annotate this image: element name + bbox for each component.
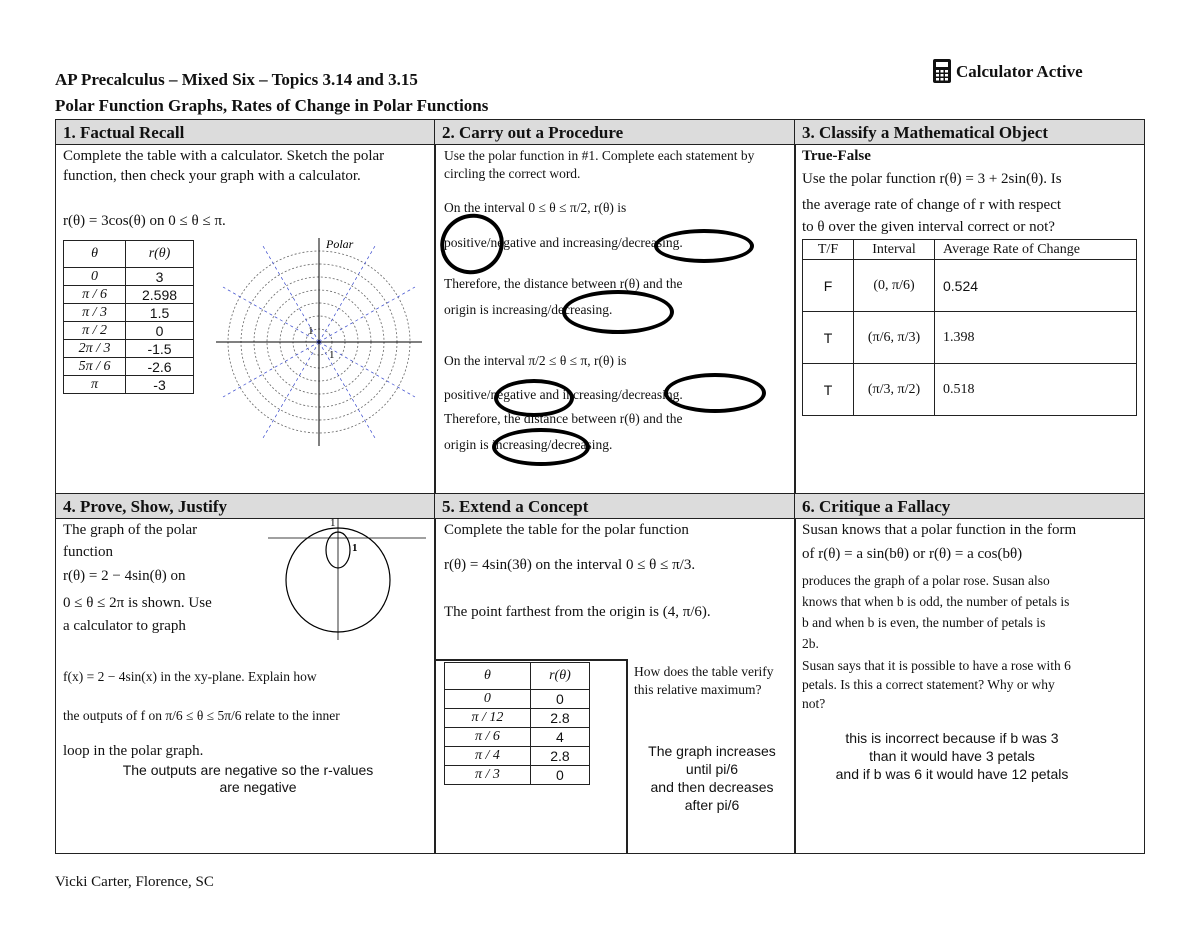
s2-line: positive/negative and increasing/decreasing.: [444, 235, 683, 250]
s6-answer: than it would have 3 petals: [869, 748, 1035, 764]
s2-line: On the interval π/2 ≤ θ ≤ π, r(θ) is: [444, 353, 627, 368]
s4-answer: are negative: [219, 779, 297, 795]
table-cell: 2.8: [530, 747, 589, 766]
s6-text: not?: [802, 696, 826, 711]
s3-question: to θ over the given interval correct or not?: [802, 219, 1055, 235]
table-cell: 0.524: [935, 260, 1137, 312]
tick-label: 1: [330, 517, 336, 529]
table-header: θ: [445, 663, 531, 690]
table-cell: π / 4: [445, 747, 531, 766]
s6-text: Susan says that it is possible to have a rose with 6: [802, 658, 1071, 673]
answer-circle: [654, 229, 754, 263]
divider: [434, 659, 626, 661]
table-cell: 0: [530, 690, 589, 709]
table-cell: 0.518: [935, 364, 1137, 416]
s5-answer: and then decreases: [650, 779, 774, 795]
s5-table: [444, 662, 590, 785]
table-cell: 2.598: [126, 286, 194, 304]
divider: [626, 659, 628, 854]
s2-line: Therefore, the distance between r(θ) and the: [444, 276, 683, 291]
s4-answer: The outputs are negative so the r-values: [122, 762, 374, 778]
s3-question: Use the polar function r(θ) = 3 + 2sin(θ). Is: [802, 171, 1062, 187]
s5-question: How does the table verify this relative maximum?: [634, 664, 774, 697]
table-cell: 2.8: [530, 709, 589, 728]
tick-label: 1: [329, 349, 335, 361]
page-subtitle: Polar Function Graphs, Rates of Change in Polar Functions: [55, 96, 489, 115]
table-cell: π / 6: [64, 286, 126, 304]
table-cell: (π/6, π/3): [854, 312, 935, 364]
s4-text: r(θ) = 2 − 4sin(θ) on: [63, 568, 186, 584]
table-cell: 2π / 3: [64, 340, 126, 358]
polar-label: Polar: [326, 237, 354, 251]
polar-grid-graph: [208, 234, 430, 456]
s3-table: [802, 239, 1137, 416]
s2-line: positive/negative and increasing/decreasing.: [444, 387, 683, 402]
s4-text: function: [63, 544, 113, 560]
s6-text: petals. Is this a correct statement? Why or why: [802, 677, 1055, 692]
table-cell: -1.5: [126, 340, 194, 358]
s2-line: origin is increasing/decreasing.: [444, 302, 613, 317]
s4-text: 0 ≤ θ ≤ 2π is shown. Use: [63, 595, 212, 611]
calculator-icon: [932, 58, 952, 84]
s5-text: r(θ) = 4sin(3θ) on the interval 0 ≤ θ ≤ π/3.: [444, 557, 696, 573]
calculator-badge: [932, 58, 1083, 84]
s4-text: The graph of the polar: [63, 522, 198, 538]
s4-polar-graph: [268, 516, 426, 640]
table-cell: T: [803, 364, 854, 416]
section-5-heading: 5. Extend a Concept: [435, 494, 794, 519]
table-cell: π / 6: [445, 728, 531, 747]
divider: [434, 119, 436, 854]
s6-text: b and when b is even, the number of petals is: [802, 615, 1046, 630]
s1-table: [63, 240, 194, 394]
answer-circle: [492, 428, 590, 466]
divider: [794, 119, 796, 854]
table-cell: -3: [126, 376, 194, 394]
table-cell: π / 12: [445, 709, 531, 728]
table-cell: 1.5: [126, 304, 194, 322]
s6-answer: this is incorrect because if b was 3: [845, 730, 1059, 746]
s2-line: On the interval 0 ≤ θ ≤ π/2, r(θ) is: [444, 200, 627, 215]
s1-function: r(θ) = 3cos(θ) on 0 ≤ θ ≤ π.: [63, 213, 226, 229]
s3-subheading: True-False: [802, 148, 871, 164]
s6-text: knows that when b is odd, the number of petals is: [802, 594, 1070, 609]
table-cell: 1.398: [935, 312, 1137, 364]
table-cell: 3: [126, 268, 194, 286]
tick-label: 1: [308, 325, 314, 337]
s6-text: 2b.: [802, 636, 819, 651]
page-title: AP Precalculus – Mixed Six – Topics 3.14 and 3.15: [55, 70, 418, 89]
s5-answer: until pi/6: [685, 761, 739, 777]
table-header: Interval: [854, 240, 935, 260]
table-header: r(θ): [126, 241, 194, 268]
section-3-heading: 3. Classify a Mathematical Object: [795, 120, 1144, 145]
table-cell: π: [64, 376, 126, 394]
table-cell: 0: [445, 690, 531, 709]
table-cell: 0: [530, 766, 589, 785]
section-1-heading: 1. Factual Recall: [56, 120, 434, 145]
table-cell: 0: [126, 322, 194, 340]
table-cell: π / 3: [445, 766, 531, 785]
table-cell: (π/3, π/2): [854, 364, 935, 416]
answer-circle: [562, 290, 674, 334]
table-cell: -2.6: [126, 358, 194, 376]
table-header: θ: [64, 241, 126, 268]
section-4-heading: 4. Prove, Show, Justify: [56, 494, 434, 519]
tick-label: 1: [352, 542, 358, 554]
s1-instructions: Complete the table with a calculator. Sketch the polar function, then check your graph with a calculator.: [63, 148, 385, 184]
s5-answer: The graph increases: [648, 743, 776, 759]
s4-text: a calculator to graph: [63, 618, 186, 634]
s6-text: produces the graph of a polar rose. Susan also: [802, 573, 1050, 588]
s2-instructions: Use the polar function in #1. Complete each statement by circling the correct word.: [444, 148, 755, 181]
s5-answer: after pi/6: [684, 797, 740, 813]
table-cell: F: [803, 260, 854, 312]
footer-author: Vicki Carter, Florence, SC: [55, 874, 214, 890]
table-cell: π / 2: [64, 322, 126, 340]
answer-circle: [664, 373, 766, 413]
s2-line: origin is increasing/decreasing.: [444, 437, 613, 452]
s5-text: The point farthest from the origin is (4, π/6).: [444, 604, 711, 620]
table-cell: T: [803, 312, 854, 364]
s4-text: the outputs of f on π/6 ≤ θ ≤ 5π/6 relate to the inner: [63, 708, 340, 723]
s3-question: the average rate of change of r with respect: [802, 197, 1062, 213]
s2-line: Therefore, the distance between r(θ) and the: [444, 411, 683, 426]
calculator-label: Calculator Active: [956, 62, 1083, 81]
table-header: r(θ): [530, 663, 589, 690]
table-cell: 0: [64, 268, 126, 286]
s6-text: Susan knows that a polar function in the form: [802, 522, 1077, 538]
s6-text: of r(θ) = a sin(bθ) or r(θ) = a cos(bθ): [802, 546, 1023, 562]
table-cell: π / 3: [64, 304, 126, 322]
table-cell: (0, π/6): [854, 260, 935, 312]
s5-text: Complete the table for the polar function: [444, 522, 689, 538]
table-header: T/F: [803, 240, 854, 260]
s4-text: loop in the polar graph.: [63, 743, 204, 759]
table-cell: 5π / 6: [64, 358, 126, 376]
s6-answer: and if b was 6 it would have 12 petals: [835, 766, 1069, 782]
section-2-heading: 2. Carry out a Procedure: [435, 120, 794, 145]
s4-text: f(x) = 2 − 4sin(x) in the xy-plane. Explain how: [63, 669, 317, 684]
table-cell: 4: [530, 728, 589, 747]
table-header: Average Rate of Change: [935, 240, 1137, 260]
section-6-heading: 6. Critique a Fallacy: [795, 494, 1144, 519]
answer-circle: [494, 379, 574, 417]
